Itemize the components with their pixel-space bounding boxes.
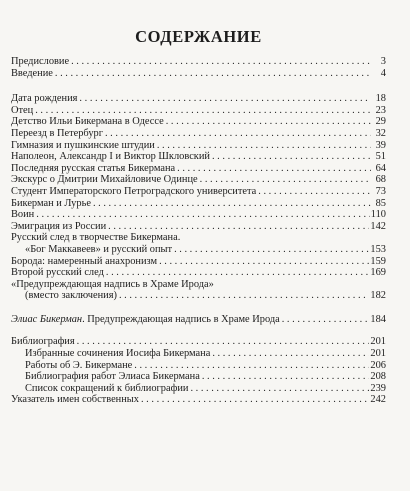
leader-dots — [77, 336, 370, 348]
toc-entry-move-petersburg[interactable] — [11, 128, 386, 140]
toc-entry-label: Дата рождения — [11, 93, 78, 105]
toc-entry-label: «Бог Маккавеев» и русский опыт — [25, 243, 173, 255]
toc-entry-bickerman-translation[interactable] — [11, 314, 386, 326]
toc-entry-page: 153 — [370, 243, 386, 255]
toc-entry-introduction[interactable] — [11, 68, 386, 80]
toc-entry-page: 242 — [370, 394, 386, 406]
toc-entry-label: Бикерман и Лурье — [11, 197, 91, 209]
leader-dots — [202, 371, 370, 383]
leader-dots — [55, 68, 371, 80]
toc-entry-excursus-odinets[interactable] — [11, 174, 386, 186]
toc-entry-label — [11, 314, 280, 326]
toc-entry-label: Библиография — [11, 336, 75, 348]
toc-entry-label: Переезд в Петербург — [11, 127, 103, 139]
leader-dots — [119, 290, 369, 302]
toc-entry-birth-date[interactable] — [11, 93, 386, 105]
toc-entry-page: 39 — [375, 139, 386, 151]
leader-dots — [258, 186, 371, 198]
toc-entry-page: 73 — [375, 185, 386, 197]
toc-entry-god-maccabees[interactable] — [11, 244, 386, 256]
leader-dots — [108, 221, 369, 233]
toc-entry-label: Работы об Э. Бикермане — [25, 359, 133, 371]
leader-dots — [79, 93, 371, 105]
leader-dots — [71, 56, 371, 68]
toc-entry-label: (вместо заключения) — [25, 290, 117, 302]
toc-list — [11, 56, 386, 406]
toc-entry-label: Введение — [11, 67, 53, 79]
toc-entry-label: Студент Императорского Петроградского университета — [11, 185, 257, 197]
toc-entry-page: 51 — [375, 151, 386, 163]
toc-entry-label: Борода: намеренный анахронизм — [11, 255, 158, 267]
toc-entry-page: 201 — [370, 348, 386, 360]
toc-entry-second-russian-trace[interactable] — [11, 267, 386, 279]
toc-entry-page: 32 — [375, 127, 386, 139]
leader-dots — [177, 163, 371, 175]
toc-entry-abbreviations[interactable] — [11, 383, 386, 395]
toc-entry-page: 142 — [370, 220, 386, 232]
toc-entry-page: 85 — [375, 197, 386, 209]
toc-entry-label: Гимназия и пушкинские штудии — [11, 139, 155, 151]
toc-entry-label: Избранные сочинения Иосифа Бикермана — [25, 348, 211, 360]
toc-entry-page: 206 — [370, 359, 386, 371]
toc-entry-page: 208 — [370, 371, 386, 383]
toc-entry-bickerman-lurie[interactable] — [11, 198, 386, 210]
toc-entry-bibliography-elias[interactable] — [11, 371, 386, 383]
toc-entry-last-russian-article[interactable] — [11, 163, 386, 175]
toc-entry-gymnasium[interactable] — [11, 140, 386, 152]
leader-dots — [134, 360, 369, 372]
toc-entry-preface[interactable] — [11, 56, 386, 68]
toc-entry-label: Детство Ильи Бикермана в Одессе — [11, 116, 164, 128]
toc-entry-page: 68 — [375, 174, 386, 186]
toc-entry-label: «Предупреждающая надпись в Храме Ирода» — [11, 278, 214, 290]
toc-entry-emigration[interactable] — [11, 221, 386, 233]
toc-entry-label: Предисловие — [11, 56, 70, 67]
toc-entry-page: 23 — [375, 104, 386, 116]
toc-entry-page: 64 — [375, 162, 386, 174]
toc-entry-student[interactable] — [11, 186, 386, 198]
toc-entry-label: Наполеон, Александр I и Виктор Шкловский — [11, 151, 210, 163]
toc-entry-page: 169 — [370, 267, 386, 279]
toc-entry-selected-works-iosif[interactable] — [11, 348, 386, 360]
toc-entry-page: 4 — [380, 67, 386, 79]
toc-entry-label: Воин — [11, 209, 35, 221]
leader-dots — [200, 174, 371, 186]
leader-dots — [35, 105, 371, 117]
toc-entry-russian-trace[interactable] — [11, 232, 386, 244]
toc-entry-label: Эмиграция из России — [11, 220, 107, 232]
leader-dots — [157, 140, 371, 152]
toc-entry-label: Экскурс о Дмитрии Михайловиче Одинце — [11, 174, 198, 186]
toc-entry-page: 18 — [375, 93, 386, 105]
toc-entry-beard[interactable] — [11, 256, 386, 268]
toc-entry-label: Библиография работ Элиаса Бикермана — [25, 371, 200, 383]
leader-dots — [174, 244, 369, 256]
leader-dots — [212, 151, 371, 163]
toc-entry-page: 110 — [370, 209, 386, 221]
leader-dots — [190, 383, 369, 395]
toc-entry-page: 29 — [375, 116, 386, 128]
leader-dots — [106, 267, 370, 279]
toc-entry-childhood[interactable] — [11, 116, 386, 128]
toc-entry-napoleon[interactable] — [11, 151, 386, 163]
toc-entry-label: Русский след в творчестве Бикермана. — [11, 232, 181, 244]
leader-dots — [141, 394, 369, 406]
toc-entry-page: 201 — [370, 336, 386, 348]
leader-dots — [105, 128, 371, 140]
toc-entry-page: 184 — [370, 313, 386, 325]
toc-entry-label: Второй русский след — [11, 267, 104, 279]
author-name: Элиас Бикерман — [11, 313, 83, 325]
leader-dots — [166, 116, 371, 128]
toc-entry-father[interactable] — [11, 105, 386, 117]
toc-entry-label: Список сокращений к библиографии — [25, 382, 189, 394]
toc-entry-page: 159 — [370, 255, 386, 267]
page-title: СОДЕРЖАНИЕ — [135, 27, 262, 46]
toc-entry-page: 3 — [380, 56, 386, 67]
toc-entry-label: Последняя русская статья Бикермана — [11, 162, 176, 174]
toc-entry-name-index[interactable] — [11, 394, 386, 406]
toc-entry-label: Указатель имен собственных — [11, 394, 139, 406]
toc-entry-page: 182 — [370, 290, 386, 302]
toc-entry-warrior[interactable] — [11, 209, 386, 221]
leader-dots — [282, 314, 370, 326]
leader-dots — [212, 348, 369, 360]
toc-entry-works-about[interactable] — [11, 360, 386, 372]
toc-entry-page: 239 — [370, 382, 386, 394]
toc-entry-in-lieu-of-conclusion[interactable] — [11, 290, 386, 302]
leader-dots — [36, 209, 370, 221]
leader-dots — [93, 198, 371, 210]
toc-entry-bibliography[interactable] — [11, 336, 386, 348]
toc-entry-warning-inscription[interactable] — [11, 279, 386, 291]
entry-title: . Предупреждающая надпись в Храме Ирода — [82, 313, 280, 325]
leader-dots — [159, 256, 369, 268]
toc-entry-label: Отец — [11, 104, 34, 116]
